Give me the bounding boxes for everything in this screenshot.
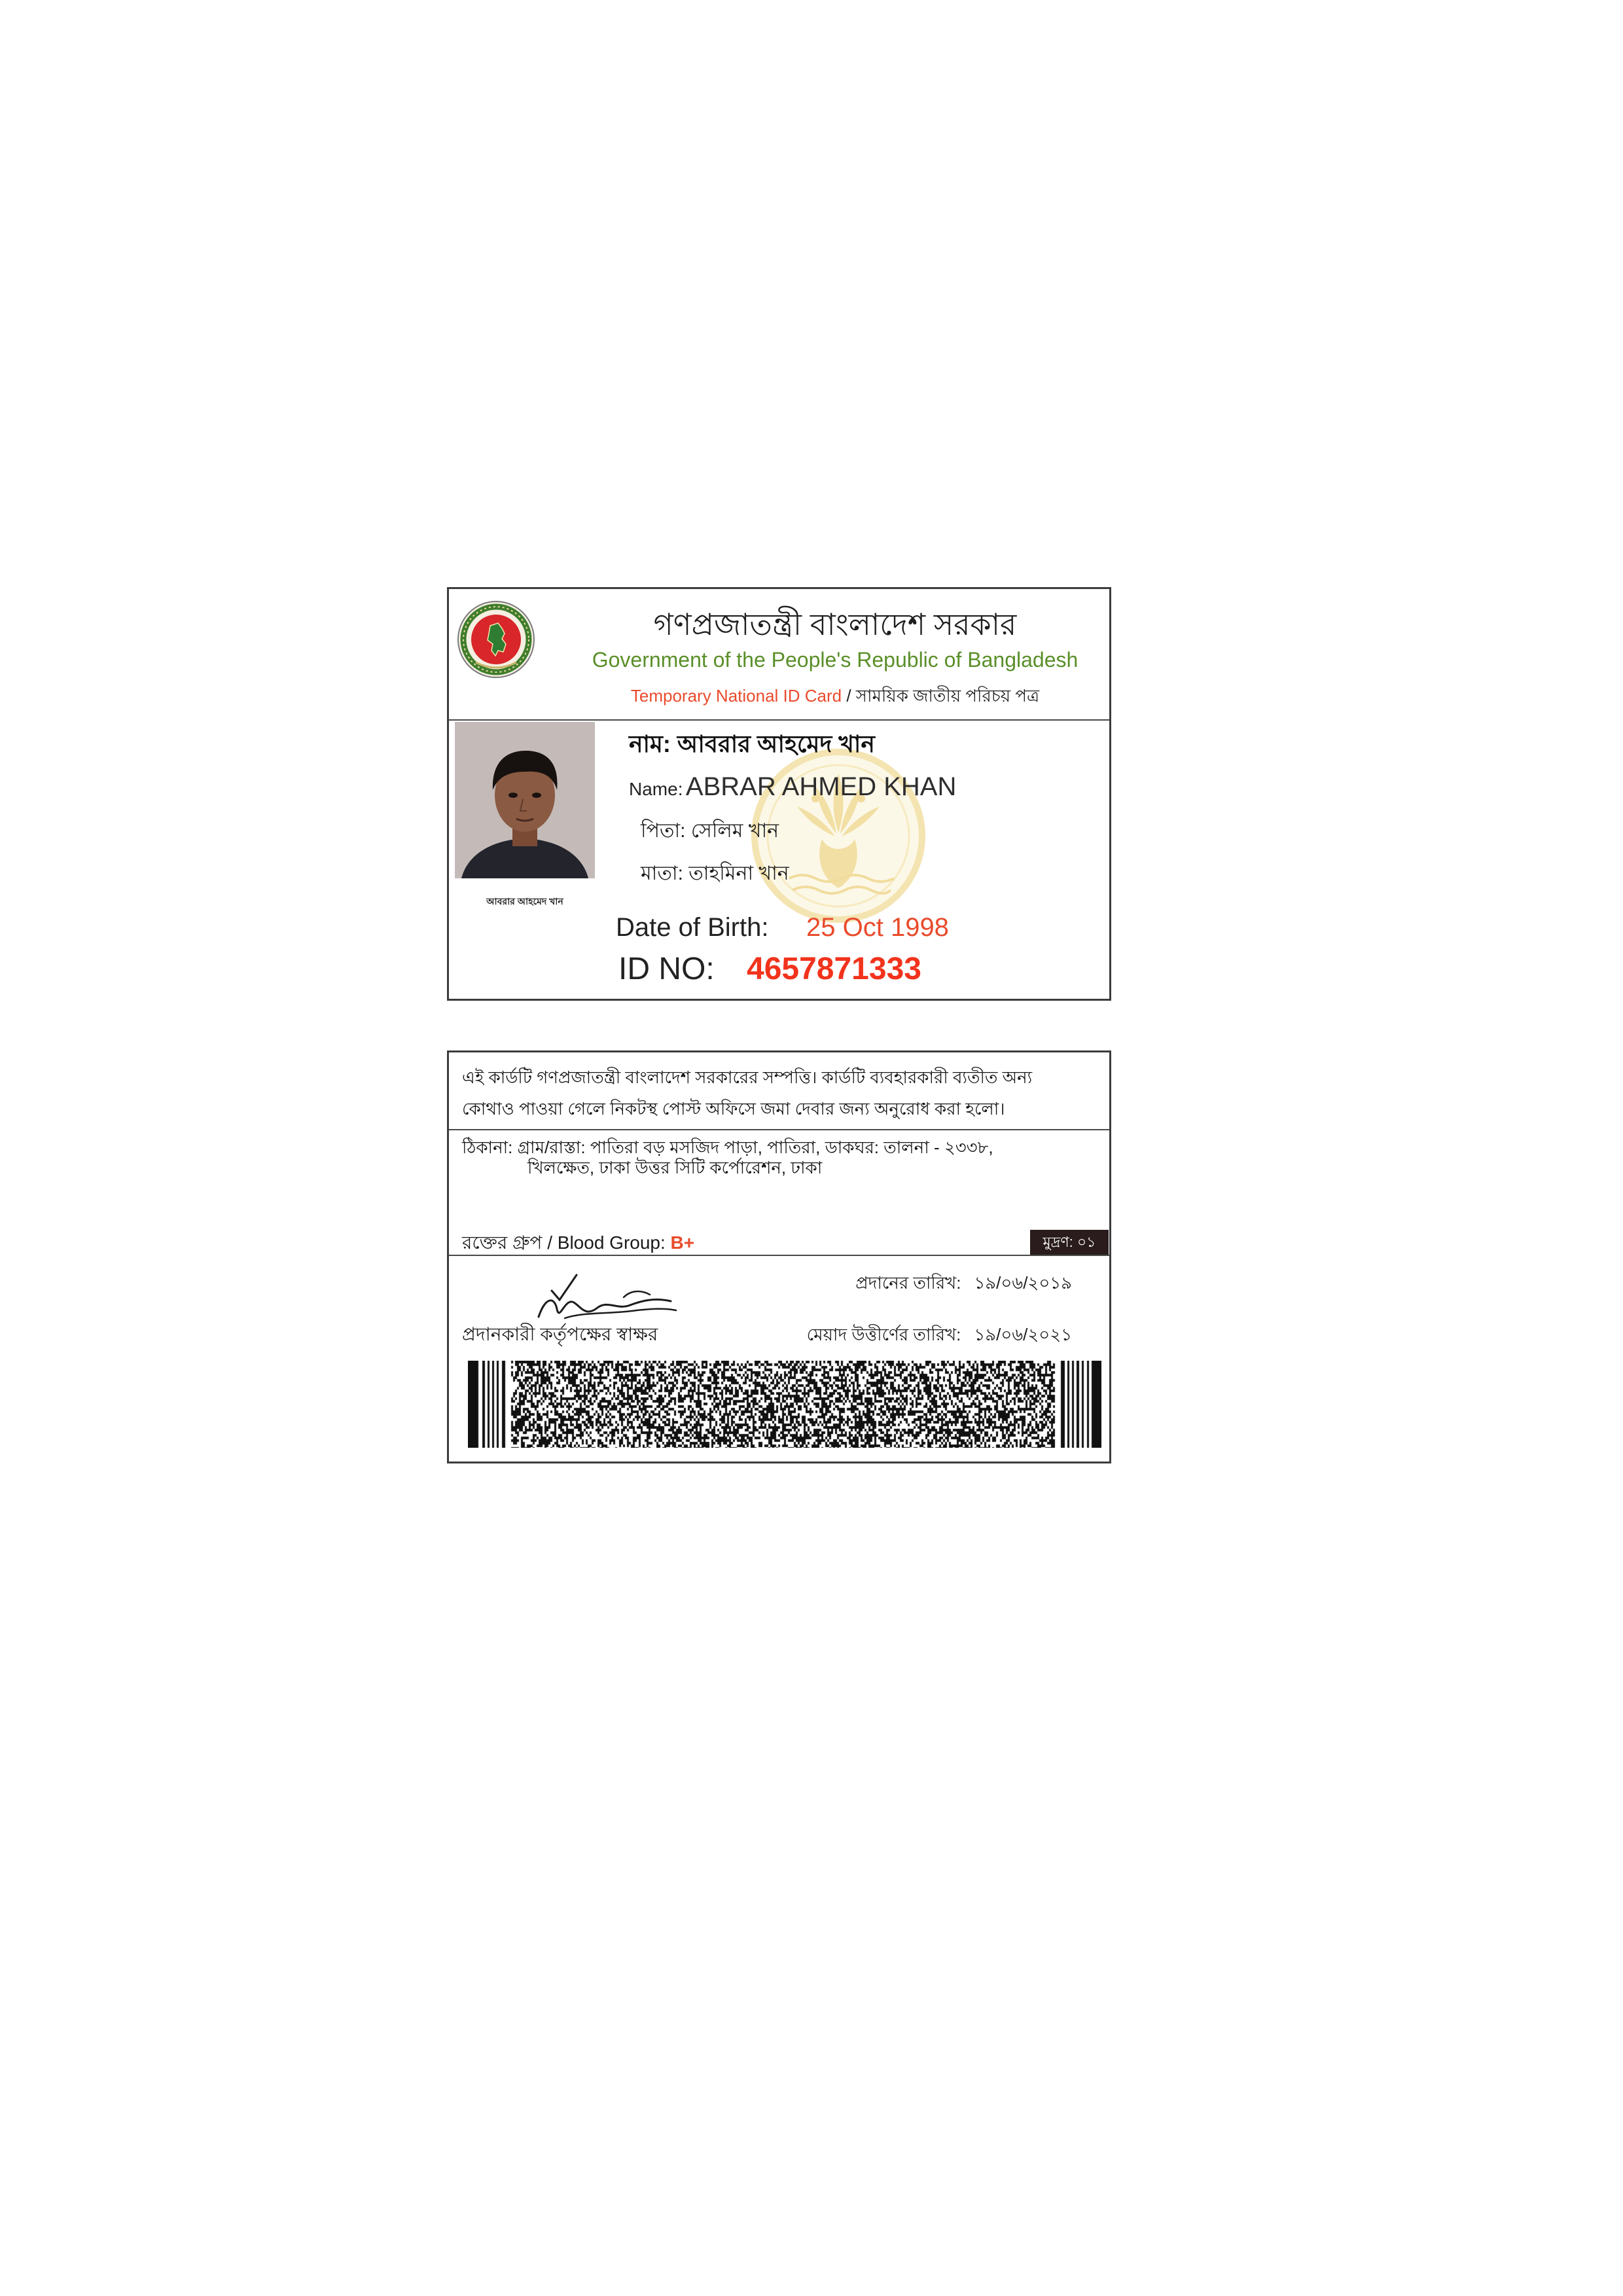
blood-group-value: B+ xyxy=(670,1232,695,1253)
header-title-english: Government of the People's Republic of Bangladesh xyxy=(592,648,1079,672)
mother-name-row xyxy=(641,861,789,887)
expiry-date-value: ১৯/০৬/২০২১ xyxy=(974,1325,1072,1344)
issue-date-label: প্রদানের তারিখ: xyxy=(855,1273,961,1293)
id-number-value: 4657871333 xyxy=(747,952,921,986)
authority-signature-label: প্রদানকারী কর্তৃপক্ষের স্বাক্ষর xyxy=(462,1324,658,1344)
id-number-row xyxy=(618,950,921,988)
expiry-date-row xyxy=(807,1323,1072,1346)
address-line-2: খিলক্ষেত, ঢাকা উত্তর সিটি কর্পোরেশন, ঢাকা xyxy=(527,1158,823,1177)
notice-divider xyxy=(449,1129,1109,1130)
date-of-birth-row xyxy=(616,911,949,944)
father-name-row xyxy=(641,818,779,844)
name-bangla-label: নাম: xyxy=(629,730,671,757)
mother-name-value: তাহমিনা খান xyxy=(688,863,789,884)
holder-photo xyxy=(455,722,595,878)
expiry-date-label: মেয়াদ উত্তীর্ণের তারিখ: xyxy=(806,1325,961,1344)
blood-group-row xyxy=(462,1231,694,1255)
ownership-notice-line-2: কোথাও পাওয়া গেলে নিকটস্থ পোস্ট অফিসে জমা দেবার জন্য অনুরোধ করা হলো। xyxy=(462,1099,1005,1119)
name-english-label: Name: xyxy=(629,779,683,799)
father-name-label: পিতা: xyxy=(641,820,686,842)
address-line-1: ঠিকানা: গ্রাম/রাস্তা: পাতিরা বড় মসজিদ পাড়া, পাতিরা, ডাকঘর: তালনা - ২৩৩৮, xyxy=(462,1138,993,1157)
date-of-birth-label: Date of Birth: xyxy=(616,913,769,942)
date-of-birth-value: 25 Oct 1998 xyxy=(806,913,949,942)
id-card-front xyxy=(447,587,1111,1001)
header-title-bangla: গণপ্রজাতন্ত্রী বাংলাদেশ সরকার xyxy=(653,607,1017,641)
father-name-value: সেলিম খান xyxy=(690,820,779,842)
ownership-notice-line-1: এই কার্ডটি গণপ্রজাতন্ত্রী বাংলাদেশ সরকারের সম্পত্তি। কার্ডটি ব্যবহারকারী ব্যতীত অন্য xyxy=(462,1067,1033,1087)
card-type xyxy=(573,685,1097,707)
name-english-value: ABRAR AHMED KHAN xyxy=(685,772,957,801)
header-divider xyxy=(449,719,1109,721)
mother-name-label: মাতা: xyxy=(641,863,683,884)
holder-signature: আবরার আহমেদ খান xyxy=(486,896,563,906)
blood-group-divider xyxy=(449,1255,1109,1256)
id-number-label: ID NO: xyxy=(618,952,715,986)
id-card-back xyxy=(447,1050,1111,1463)
card-type-bangla: সাময়িক জাতীয় পরিচয় পত্র xyxy=(855,686,1040,706)
card-type-separator: / xyxy=(842,686,856,706)
name-bangla-row xyxy=(629,730,875,759)
name-english-row xyxy=(629,770,956,809)
name-bangla-value: আবরার আহমেদ খান xyxy=(677,730,875,757)
issue-date-row xyxy=(855,1272,1072,1294)
pdf417-barcode xyxy=(468,1361,1101,1448)
issue-date-value: ১৯/০৬/২০১৯ xyxy=(974,1273,1072,1293)
blood-group-label: রক্তের গ্রুপ / Blood Group: xyxy=(462,1232,671,1253)
authority-signature-scribble xyxy=(526,1271,683,1330)
print-number-badge: মুদ্রণ: ০১ xyxy=(1030,1230,1109,1255)
card-type-english: Temporary National ID Card xyxy=(630,686,842,706)
government-seal-icon xyxy=(456,600,536,679)
